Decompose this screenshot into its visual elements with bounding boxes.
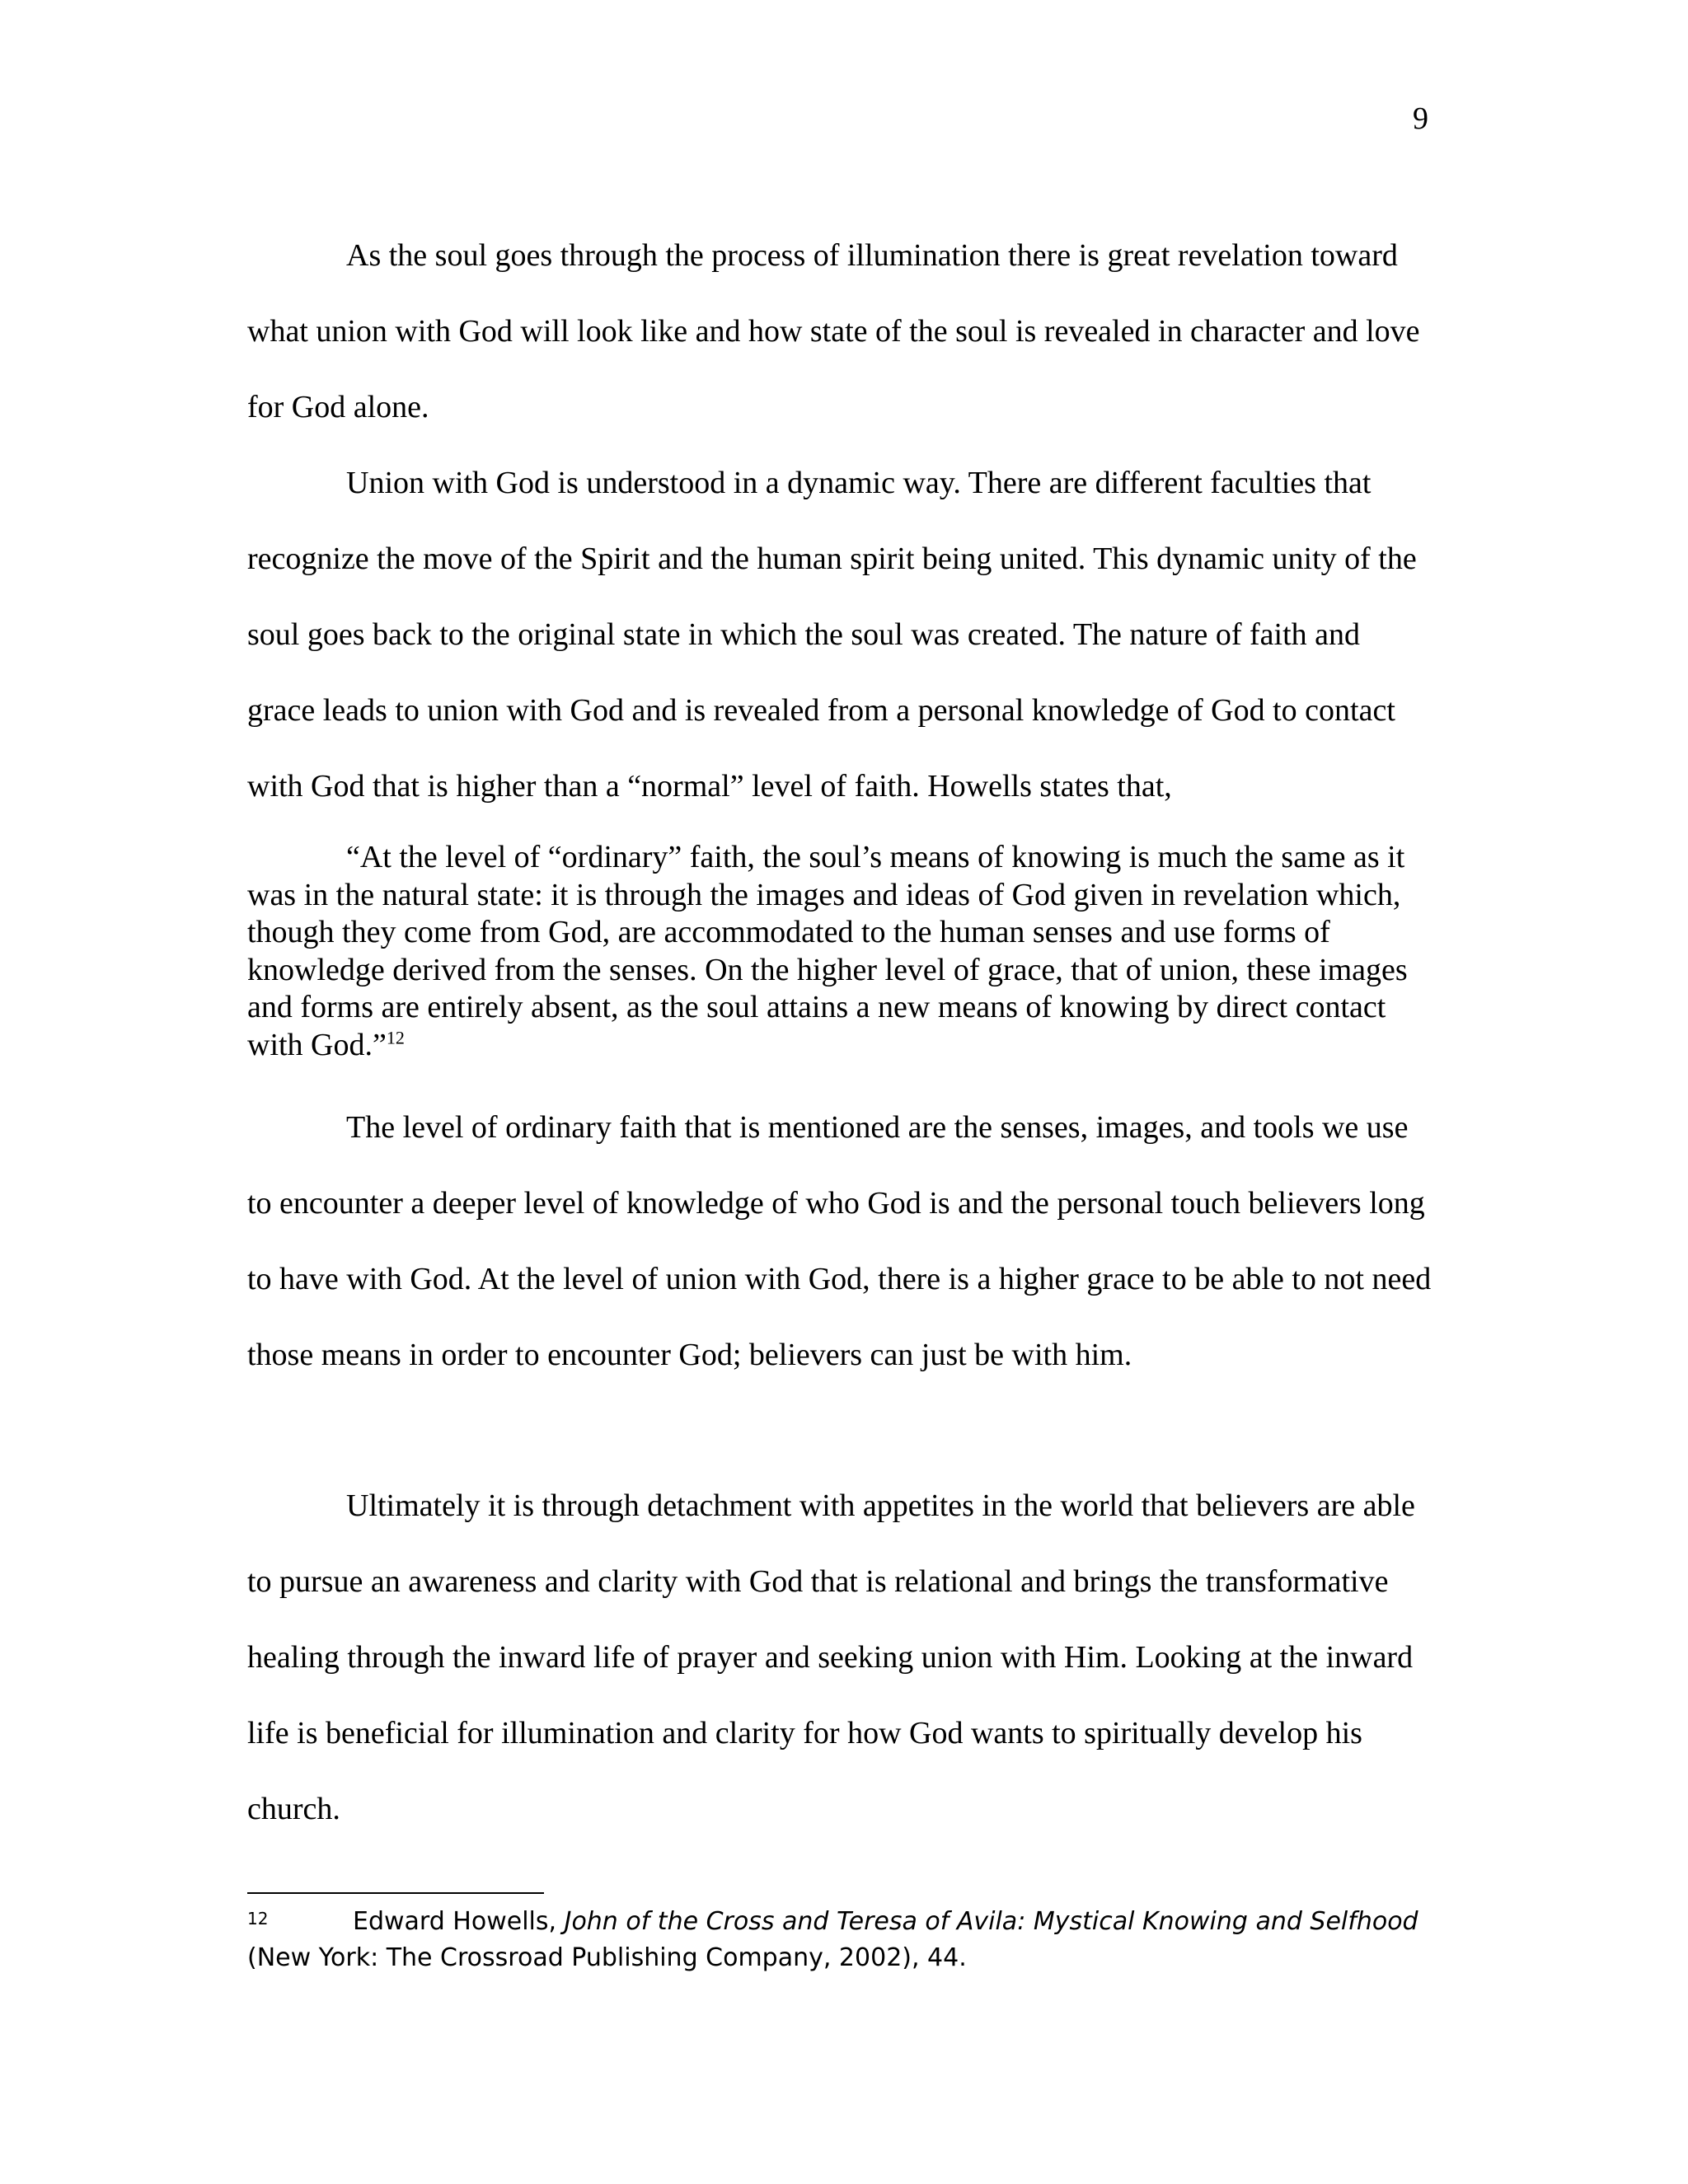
footnote-publication: (New York: The Crossroad Publishing Company, 2002), 44. <box>247 1943 967 1972</box>
paragraph-illumination: As the soul goes through the process of illumination there is great revelation toward what union with God will look like and how state of the soul is revealed in character and love for God alone. <box>247 238 1420 424</box>
footnote-reference: 12 <box>386 1026 405 1047</box>
paragraph-detachment: Ultimately it is through detachment with appetites in the world that believers are able to pursue an awareness and clarity with God that is relational and brings the transformative healing through the inward life of prayer and seeking union with Him. Looking at the inward life is beneficial for illumination and clarity for how God wants to spiritually develop his church. <box>247 1488 1415 1826</box>
footnote-author: Edward Howells, <box>353 1907 557 1936</box>
block-quote-text: “At the level of “ordinary” faith, the soul’s means of knowing is much the same as it was in the natural state: it is through the images and ideas of God given in revelation which, though they come from God, are accommodated to the human senses and use forms of knowledge derived from the senses. On the higher level of grace, that of union, these images and forms are entirely absent, as the soul attains a new means of knowing by direct contact with God.” <box>247 840 1408 1062</box>
footnote <box>247 1904 1434 1976</box>
footnote-number: 12 <box>247 1909 269 1929</box>
block-quote <box>247 839 1434 1064</box>
footnote-title: John of the Cross and Teresa of Avila: Mystical Knowing and Selfhood <box>564 1907 1418 1936</box>
footnote-separator <box>247 1892 544 1894</box>
paragraph-ordinary-faith: The level of ordinary faith that is mentioned are the senses, images, and tools we use to encounter a deeper level of knowledge of who God is and the personal touch believers long to have with God. At the level of union with God, there is a higher grace to be able to not need those means in order to encounter God; believers can just be with him. <box>247 1110 1432 1372</box>
paragraph-union-dynamic: Union with God is understood in a dynamic way. There are different faculties that recognize the move of the Spirit and the human spirit being united. This dynamic unity of the soul goes back to the original state in which the soul was created. The nature of faith and grace leads to union with God and is revealed from a personal knowledge of God to contact with God that is higher than a “normal” level of faith. Howells states that, <box>247 466 1417 804</box>
page-number: 9 <box>1413 101 1428 136</box>
